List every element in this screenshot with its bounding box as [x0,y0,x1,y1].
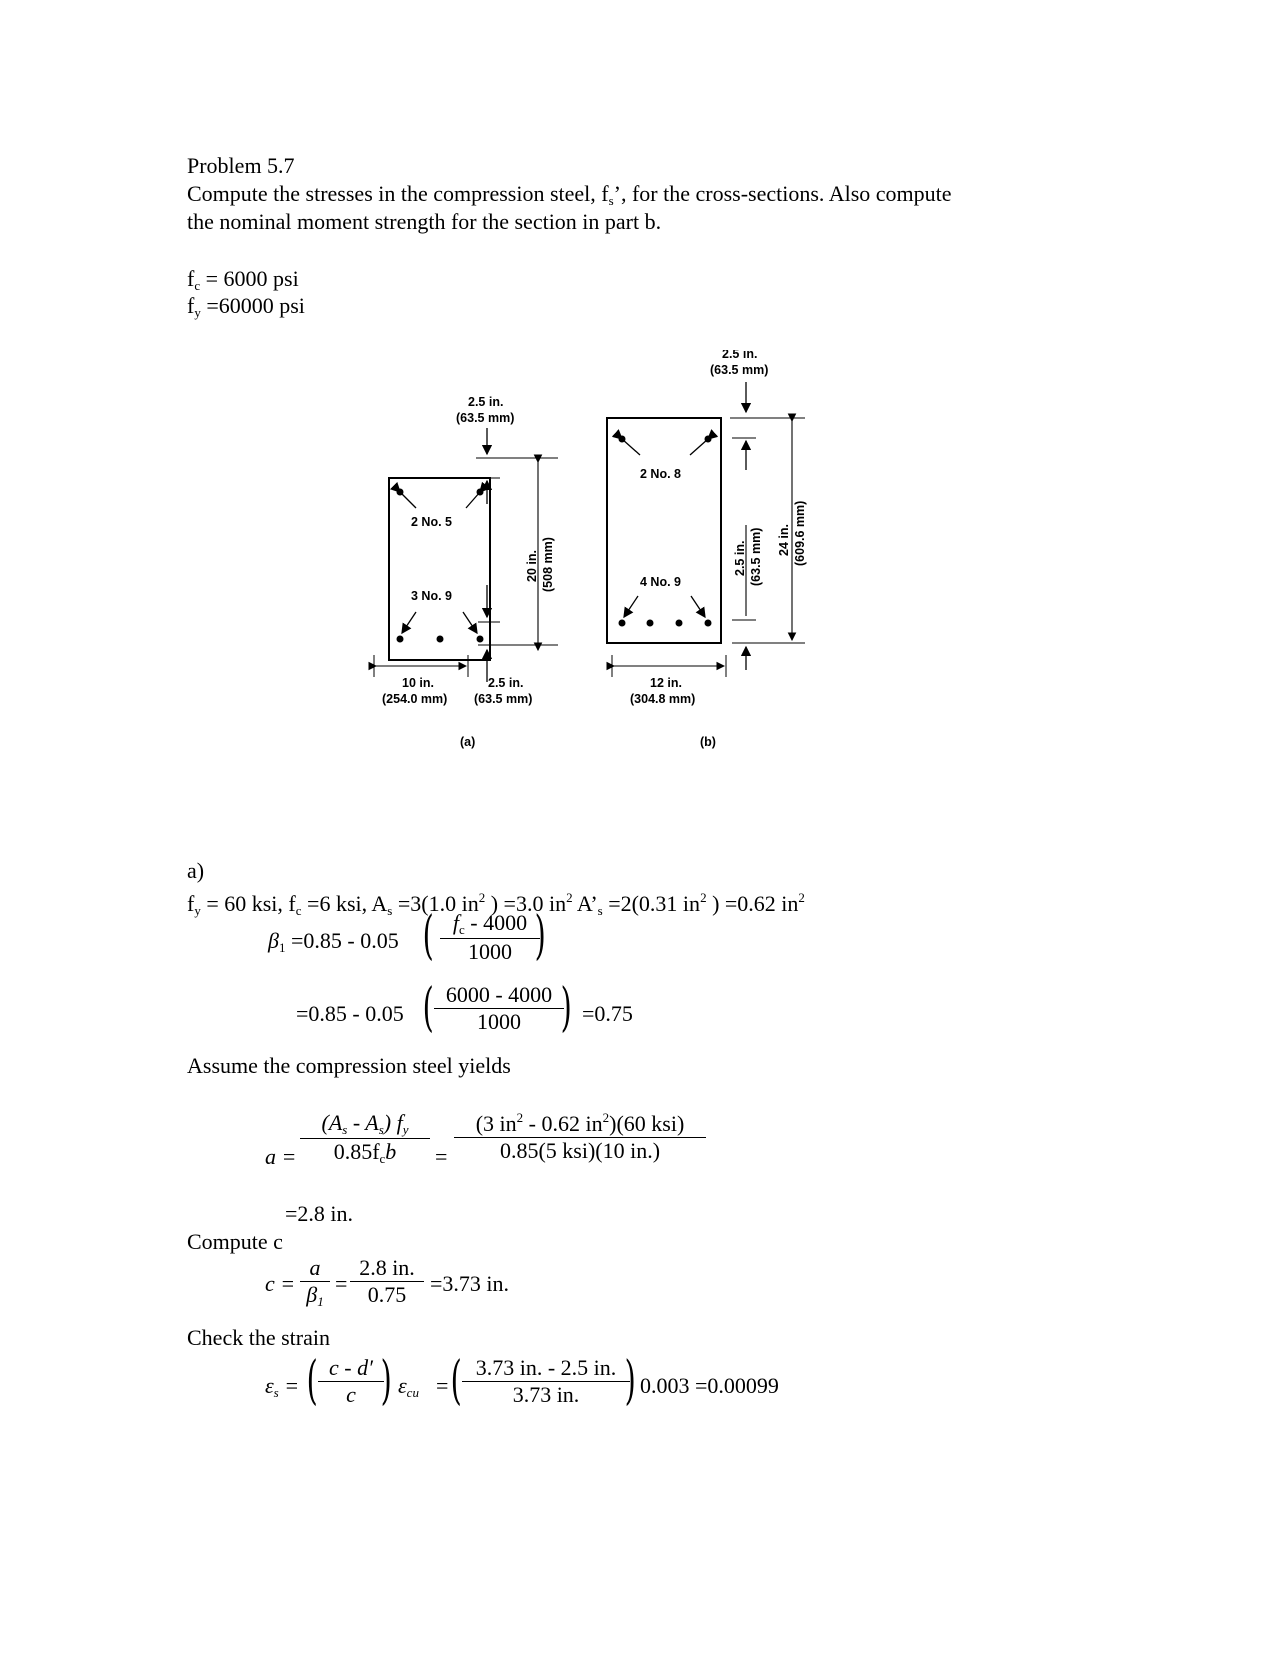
a-bot-cover-mm: (63.5 mm) [474,692,533,706]
beta2-fraction: 6000 - 4000 1000 [434,982,564,1035]
beta-close-paren: ) [534,906,546,966]
beta-open-paren: ( [422,906,434,966]
a-top-cover: 2.5 in. [468,395,504,409]
beta-lhs: $\beta_1 =0.85 - 0.05$ [268,928,399,955]
strain-equals: = [436,1373,449,1398]
beta2-close-paren: ) [560,978,572,1038]
section-a [374,395,558,749]
compute-c-text: Compute c [187,1229,283,1254]
problem-statement-line1: Compute the stresses in the compression steel, $f_s$’, for the cross-sections. Also compute [187,181,952,208]
a-tens-bars-label: 3 No. 9 [411,589,452,603]
c-eq-fraction2: 2.8 in. 0.75 [350,1255,424,1308]
a-width-mm: (254.0 mm) [382,692,448,706]
beta-line2-lhs: =0.85 - 0.05 [296,1001,404,1026]
a-eq-lhs: a = [265,1144,297,1169]
a-eq-result: =2.8 in. [285,1201,354,1226]
a-width: 10 in. [402,676,434,690]
b-tens-bars-label: 4 No. 9 [640,575,681,589]
strain-fraction2: 3.73 in. - 2.5 in. 3.73 in. [462,1355,630,1408]
a-eq-fraction1: $(A_s - A_s)$ $f_y$ $0.85f_cb$ [300,1110,430,1167]
b-top-cover: 2.5 in. [722,350,758,361]
strain-fraction1: c - d′ c [318,1355,384,1408]
b-depth: 24 in. [777,524,791,556]
strain2-close-paren: ) [624,1351,636,1411]
a-bot-cover: 2.5 in. [488,676,524,690]
c-eq-fraction1: a $\beta_1$ [300,1255,330,1310]
a-depth: 20 in. [525,550,539,582]
beta2-open-paren: ( [422,978,434,1038]
c-eq-equals: = [335,1271,348,1296]
beta-fraction: $f_c - 4000$ 1000 [440,910,540,965]
strain-result: 0.003 =0.00099 [640,1373,779,1398]
strain-ecu: $\varepsilon_{cu}$ [398,1373,419,1400]
a-label: (a) [460,735,476,749]
a-eq-equals: = [435,1144,448,1169]
assume-text: Assume the compression steel yields [187,1053,511,1078]
a-top-cover-mm: (63.5 mm) [456,411,515,425]
check-strain-text: Check the strain [187,1325,330,1350]
b-cover: 2.5 in. [733,540,747,576]
b-width-mm: (304.8 mm) [630,692,696,706]
a-eq-fraction2: (3 $in^2 - 0.62$ $in^2)(60$ ksi) 0.85(5 ksi)(10 in.) [454,1110,706,1164]
b-cover-mm: (63.5 mm) [749,527,763,586]
b-depth-mm: (609.6 mm) [793,500,807,566]
strain-lhs: $\varepsilon_s$ = [265,1373,300,1400]
c-eq-lhs: c = [265,1271,296,1296]
part-a-label: a) [187,858,205,883]
b-label: (b) [700,735,716,749]
part-a-given-line: $f_y = 60$ ksi, $f_c =6$ ksi, $A_s =3(1.0$ $in^2$ ) =3.0 $in^2$ $A’_s =2(0.31$ $in^2$ ) =0.62 $in^2$ [187,890,805,918]
a-depth-mm: (508 mm) [541,537,555,592]
problem-statement-line2: the nominal moment strength for the section in part b. [187,209,662,234]
strain-open-paren: ( [306,1351,318,1411]
b-top-cover-mm: (63.5 mm) [710,363,769,377]
given-fy: $f_y =60000$ psi [187,293,305,320]
b-comp-bars-label: 2 No. 8 [640,467,681,481]
problem-title: Problem 5.7 [187,153,295,178]
given-fc: $f_c = 6000$ psi [187,266,299,293]
cross-section-figure [360,350,880,790]
section-b [607,350,807,749]
strain-close-paren: ) [380,1351,392,1411]
b-width: 12 in. [650,676,682,690]
a-comp-bars-label: 2 No. 5 [411,515,452,529]
beta-result: =0.75 [582,1001,633,1026]
strain2-open-paren: ( [450,1351,462,1411]
c-eq-result: =3.73 in. [430,1271,510,1296]
